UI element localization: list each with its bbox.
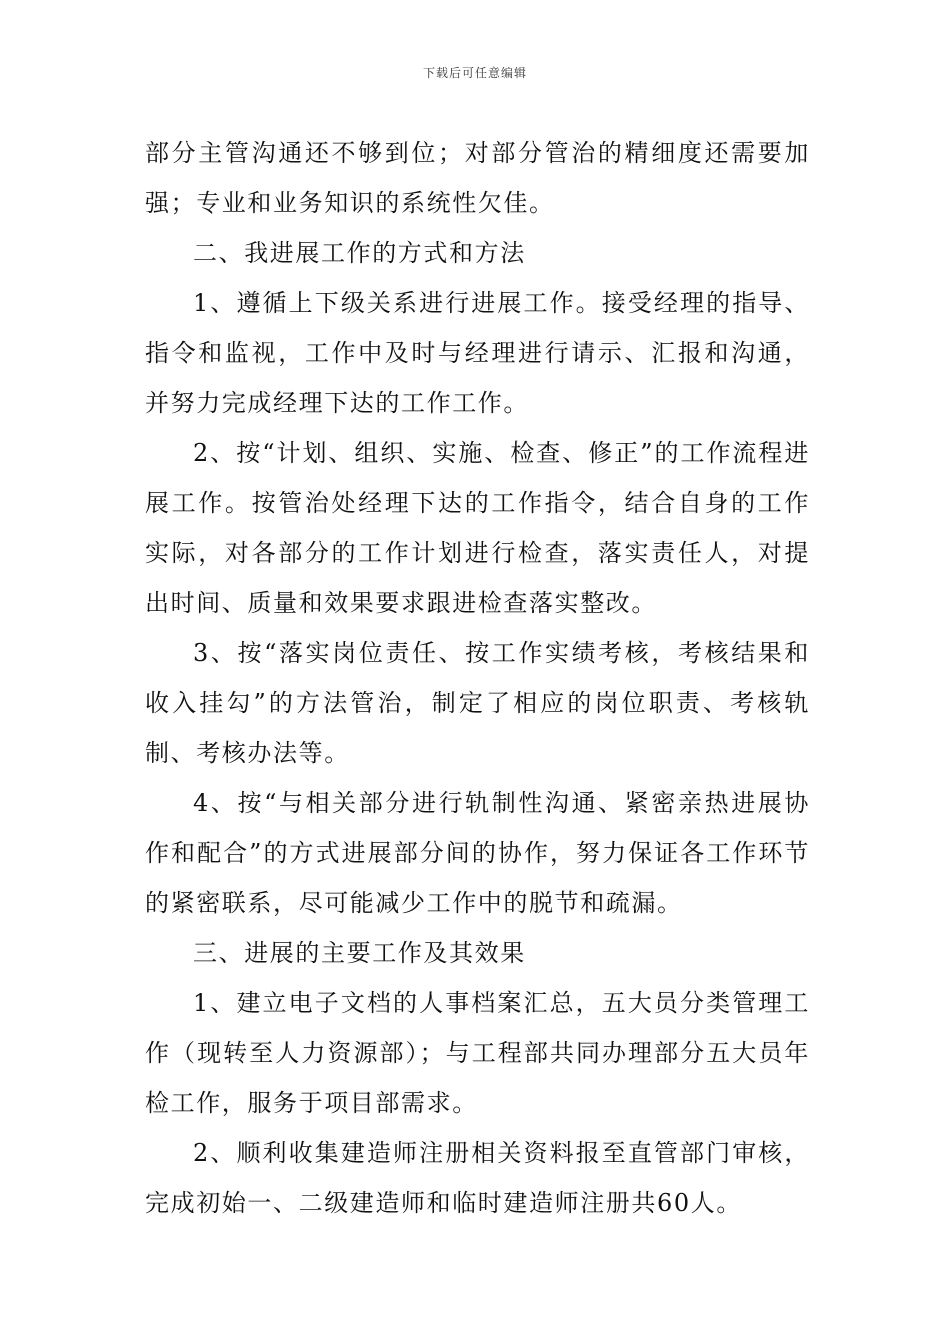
paragraph-method-1: 1、遵循上下级关系进行进展工作。接受经理的指导、指令和监视，工作中及时与经理进行请示、汇报和沟通，并努力完成经理下达的工作工作。 [145,289,810,417]
paragraph-work-1: 1、建立电子文档的人事档案汇总，五大员分类管理工作（现转至人力资源部）；与工程部共同办理部分五大员年检工作，服务于项目部需求。 [145,989,810,1117]
paragraph-work-2: 2、顺利收集建造师注册相关资料报至直管部门审核，完成初始一、二级建造师和临时建造师注册共60人。 [145,1139,810,1217]
page-header: 下载后可任意编辑 [422,66,527,80]
paragraph-method-2: 2、按“计划、组织、实施、检查、修正”的工作流程进展工作。按管治处经理下达的工作指令，结合自身的工作实际，对各部分的工作计划进行检查，落实责任人，对提出时间、质量和效果要求跟进检查落实整改。 [145,439,810,617]
document-body [145,128,810,1228]
paragraph-method-4: 4、按“与相关部分进行轨制性沟通、紧密亲热进展协作和配合”的方式进展部分间的协作，努力保证各工作环节的紧密联系，尽可能减少工作中的脱节和疏漏。 [145,789,810,917]
paragraph-method-3: 3、按“落实岗位责任、按工作实绩考核，考核结果和收入挂勾”的方法管治，制定了相应的岗位职责、考核轨制、考核办法等。 [145,639,810,767]
paragraph-continuation: 部分主管沟通还不够到位；对部分管治的精细度还需要加强；专业和业务知识的系统性欠佳。 [145,139,810,217]
section-heading-2: 二、我进展工作的方式和方法 [193,239,526,267]
section-heading-3: 三、进展的主要工作及其效果 [193,939,526,967]
